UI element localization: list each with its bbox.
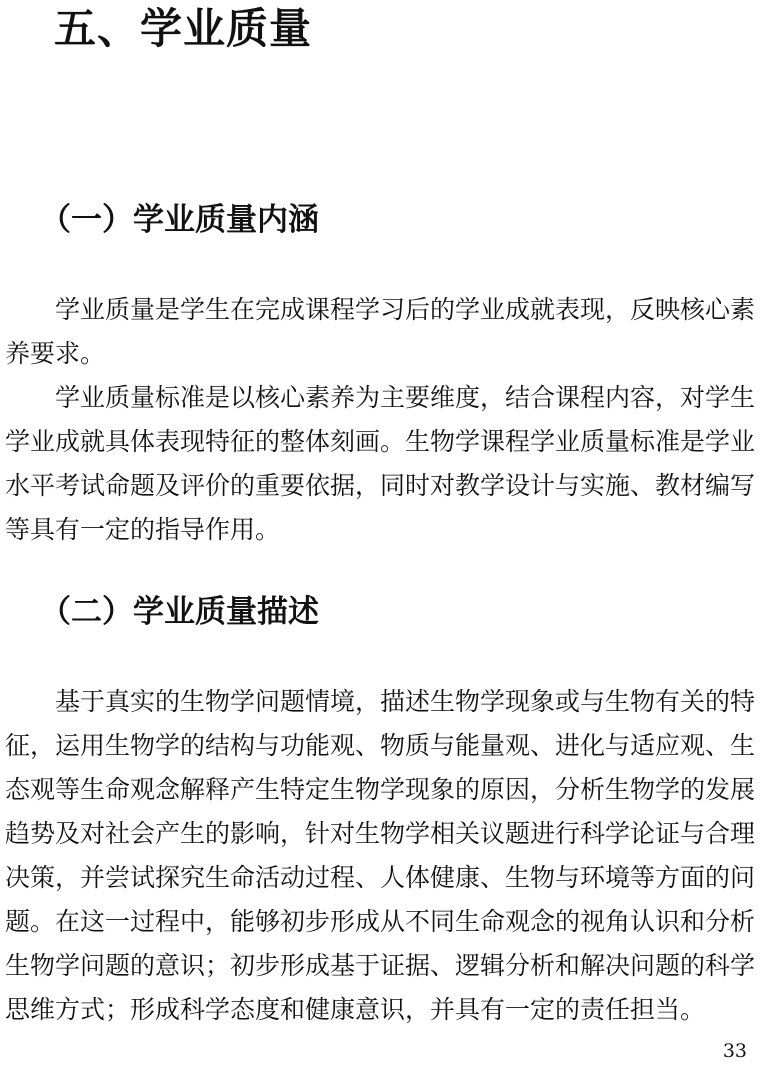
paragraph-quality-definition: 学业质量是学生在完成课程学习后的学业成就表现，反映核心素养要求。	[5, 295, 756, 368]
paragraph-quality-description: 基于真实的生物学问题情境，描述生物学现象或与生物有关的特征，运用生物学的结构与功能观、物质与能量观、进化与适应观、生态观等生命观念解释产生特定生物学现象的原因，分析生物学的发展趋势及对社会产生的影响，针对生物学相关议题进行科学论证与合理决策，并尝试探究生命活动过程、人体健康、生物与环境等方面的问题。在这一过程中，能够初步形成从不同生命观念的视角认识和分析生物学问题的意识；初步形成基于证据、逻辑分析和解决问题的科学思维方式；形成科学态度和健康意识，并具有一定的责任担当。	[5, 687, 756, 1024]
paragraph-quality-standard: 学业质量标准是以核心素养为主要维度，结合课程内容，对学生学业成就具体表现特征的整体刻画。生物学课程学业质量标准是学业水平考试命题及评价的重要依据，同时对教学设计与实施、教材编写等具有一定的指导作用。	[5, 383, 756, 544]
chapter-title: 五、学业质量	[54, 4, 313, 53]
section-heading-connotation: （一）学业质量内涵	[40, 202, 319, 238]
section-heading-description: （二）学业质量描述	[40, 594, 319, 630]
page-number: 33	[722, 1040, 747, 1062]
